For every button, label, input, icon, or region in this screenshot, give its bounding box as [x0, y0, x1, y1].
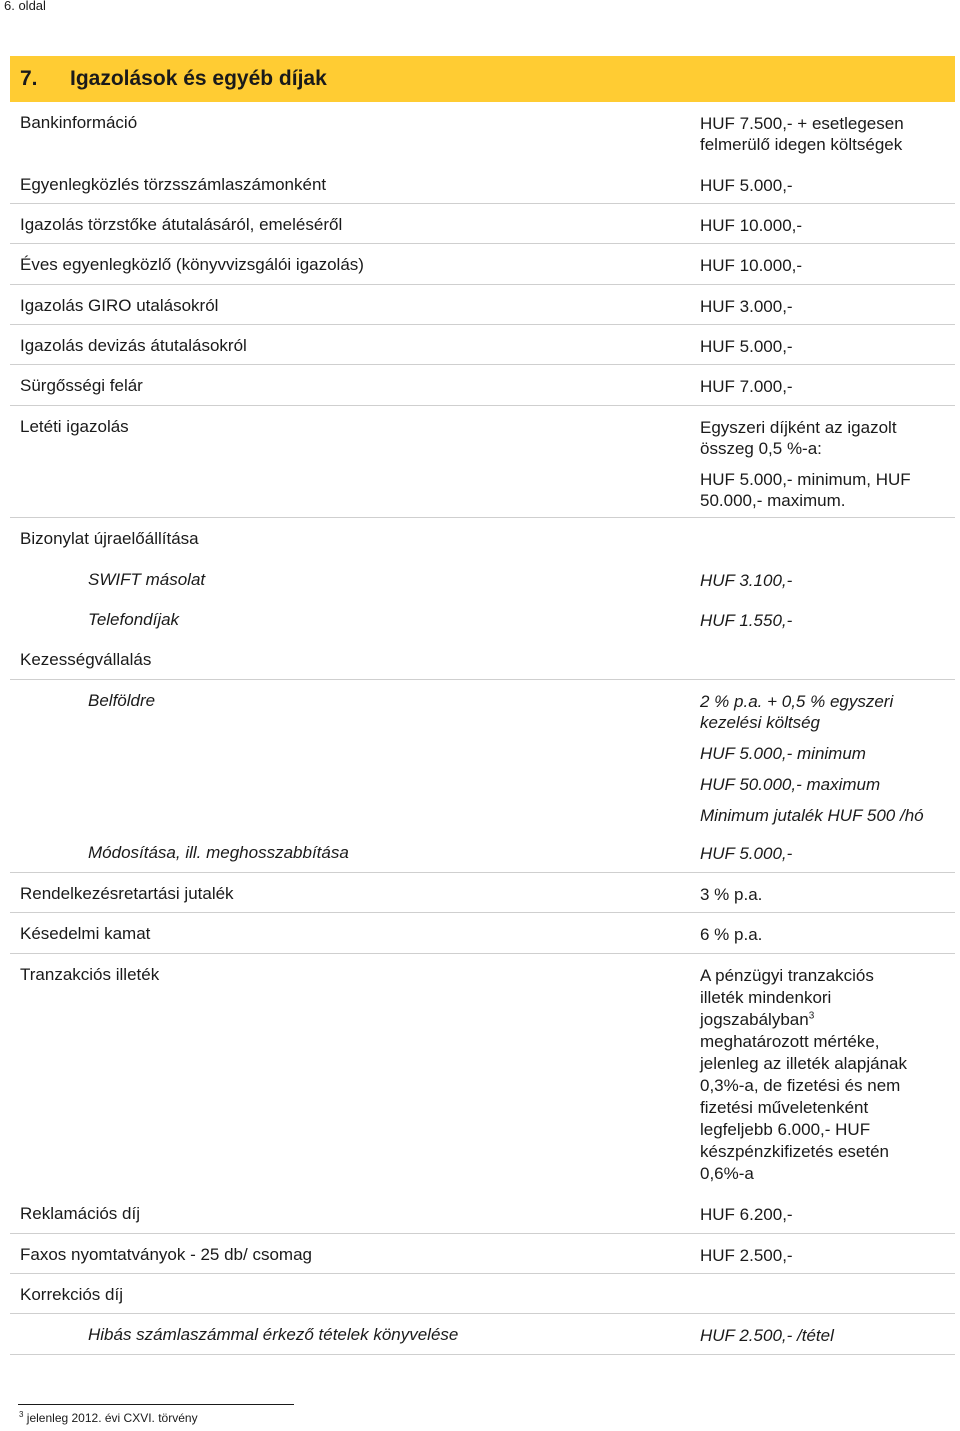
footnote	[19, 1410, 198, 1426]
fee-value: HUF 5.000,-	[700, 176, 793, 195]
fee-value-line: kezelési költség	[700, 713, 821, 732]
fee-row-surgos	[10, 365, 955, 406]
fee-value: HUF 5.000,-	[700, 844, 793, 863]
fee-row-bankinfo	[10, 102, 955, 164]
footnote-text: jelenleg 2012. évi CXVI. törvény	[26, 1411, 198, 1425]
fee-value: 3 % p.a.	[700, 885, 763, 904]
fee-value: HUF 6.200,-	[700, 1205, 793, 1224]
fee-value	[700, 965, 950, 1185]
fee-value: HUF 7.000,-	[700, 377, 793, 396]
section-title: Igazolások és egyéb díjak	[70, 67, 327, 90]
fee-label: SWIFT másolat	[88, 570, 206, 589]
fee-value-text: jogszabályban	[700, 1010, 809, 1029]
fee-row-hibas	[10, 1314, 955, 1355]
fee-value: HUF 2.500,-	[700, 1246, 793, 1265]
fee-row-eves	[10, 244, 955, 285]
fee-value: HUF 5.000,-	[700, 337, 793, 356]
fee-value-line	[700, 1009, 950, 1031]
fee-value-line: HUF 50.000,- maximum	[700, 775, 881, 794]
fee-label: Telefondíjak	[88, 610, 180, 629]
section-number: 7.	[20, 67, 38, 90]
fee-value: HUF 3.000,-	[700, 297, 793, 316]
fee-row-belfold	[10, 680, 955, 832]
fee-value	[700, 417, 950, 511]
fee-value-line: Minimum jutalék HUF 500 /hó	[700, 806, 924, 825]
fee-value-line: HUF 5.000,- minimum	[700, 744, 866, 763]
fee-row-deviza	[10, 325, 955, 365]
fee-value-line: illeték mindenkori	[700, 988, 832, 1007]
fee-value: HUF 1.550,-	[700, 611, 793, 630]
fee-value-line: HUF 7.500,- + esetlegesen	[700, 114, 904, 133]
fee-value-line: 50.000,- maximum.	[700, 491, 846, 510]
fee-label: Késedelmi kamat	[20, 924, 151, 943]
fee-label: Reklamációs díj	[20, 1204, 140, 1223]
fee-label: Bankinformáció	[20, 113, 138, 132]
fee-row-torzsto	[10, 204, 955, 244]
fee-row-modositas	[10, 832, 955, 873]
fee-label: Igazolás devizás átutalásokról	[20, 336, 247, 355]
fee-label: Hibás számlaszámmal érkező tételek könyvelése	[88, 1325, 459, 1344]
fee-value-line: 0,6%-a	[700, 1164, 754, 1183]
fee-group-label: Kezességvállalás	[20, 650, 152, 669]
fee-row-kezesseg	[10, 639, 955, 680]
fee-label: Egyenlegközlés törzsszámlaszámonként	[20, 175, 327, 194]
fee-row-rendelkezes	[10, 873, 955, 913]
fee-row-egyenleg	[10, 164, 955, 204]
fee-value-line: A pénzügyi tranzakciós	[700, 966, 874, 985]
fee-label: Sürgősségi felár	[20, 376, 143, 395]
fee-value: HUF 2.500,- /tétel	[700, 1326, 834, 1345]
fee-label: Tranzakciós illeték	[20, 965, 160, 984]
fee-row-kesedelmi	[10, 913, 955, 954]
fee-value-line: 2 % p.a. + 0,5 % egyszeri	[700, 692, 894, 711]
fee-value: HUF 3.100,-	[700, 571, 793, 590]
fee-value: 6 % p.a.	[700, 925, 763, 944]
fee-row-giro	[10, 285, 955, 325]
fee-label: Belföldre	[88, 691, 156, 710]
fee-row-reklamacios	[10, 1193, 955, 1234]
fee-value-line: Egyszeri díjként az igazolt	[700, 418, 897, 437]
footnote-divider	[18, 1404, 294, 1405]
fee-label: Igazolás GIRO utalásokról	[20, 296, 219, 315]
fee-group-label: Bizonylat újraelőállítása	[20, 529, 199, 548]
footnote-number: 3	[19, 1410, 24, 1419]
fee-group-label: Korrekciós díj	[20, 1285, 123, 1304]
fee-row-bizonylat	[10, 518, 955, 559]
fee-value: HUF 10.000,-	[700, 256, 803, 275]
fee-row-tranzakcios	[10, 954, 955, 1193]
fee-row-leteti	[10, 406, 955, 518]
fee-row-swift	[10, 559, 955, 599]
fee-value-line: legfeljebb 6.000,- HUF	[700, 1120, 871, 1139]
fee-label: Éves egyenlegközlő (könyvvizsgálói igazolás)	[20, 255, 364, 274]
fee-label: Módosítása, ill. meghosszabbítása	[88, 843, 349, 862]
fee-value-line: 0,3%-a, de fizetési és nem	[700, 1076, 901, 1095]
fee-value-line: jelenleg az illeték alapjának	[700, 1054, 907, 1073]
section-header	[10, 56, 955, 102]
fee-value-line: készpénzkifizetés esetén	[700, 1142, 889, 1161]
fee-label: Igazolás törzstőke átutalásáról, emeléséről	[20, 215, 343, 234]
fee-label: Rendelkezésretartási jutalék	[20, 884, 234, 903]
fee-label: Letéti igazolás	[20, 417, 129, 436]
fee-value-line: felmerülő idegen költségek	[700, 135, 903, 154]
fee-value-line: fizetési műveletenként	[700, 1098, 869, 1117]
page-label: 6. oldal	[4, 0, 46, 13]
fee-value: HUF 10.000,-	[700, 216, 803, 235]
fee-row-korrekcios	[10, 1274, 955, 1314]
fee-value	[700, 113, 950, 155]
fee-value-line: összeg 0,5 %-a:	[700, 439, 822, 458]
fee-value-line: HUF 5.000,- minimum, HUF	[700, 470, 911, 489]
fee-value-line: meghatározott mértéke,	[700, 1032, 880, 1051]
fee-value	[700, 691, 950, 826]
footnote-mark: 3	[808, 1010, 815, 1022]
fee-row-telefon	[10, 599, 955, 639]
fee-row-faxos	[10, 1234, 955, 1274]
fee-label: Faxos nyomtatványok - 25 db/ csomag	[20, 1245, 312, 1264]
